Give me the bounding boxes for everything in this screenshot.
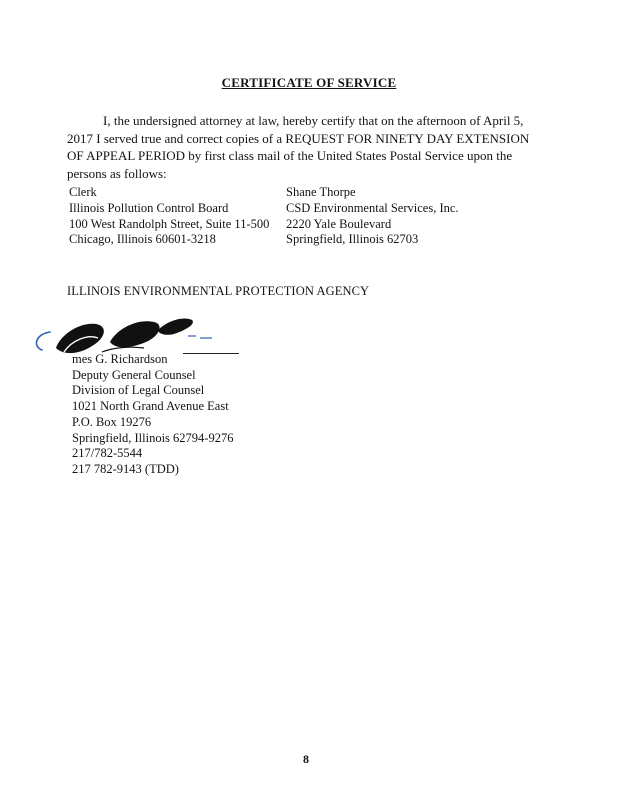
address-line: CSD Environmental Services, Inc. [286,200,459,215]
signer-line: mes G. Richardson [72,352,168,366]
signer-line: 1021 North Grand Avenue East [72,399,229,414]
signer-line: Springfield, Illinois 62794-9276 [72,430,234,445]
address-line: 100 West Randolph Street, Suite 11-500 [69,216,270,231]
address-line: Shane Thorpe [286,185,356,199]
address-line: 2220 Yale Boulevard [286,216,392,231]
agency-name: ILLINOIS ENVIRONMENTAL PROTECTION AGENCY [67,284,370,298]
address-line: Clerk [69,185,97,199]
signer-line: Division of Legal Counsel [72,383,205,398]
address-line: Springfield, Illinois 62703 [286,232,419,247]
signer-line: 217/782-5544 [72,446,143,461]
recipient-address-clerk [69,185,279,248]
document-title: CERTIFICATE OF SERVICE [221,75,397,90]
address-line: Chicago, Illinois 60601-3218 [69,232,216,247]
signer-block [72,352,233,478]
signer-line: 217 782-9143 (TDD) [72,461,179,476]
recipient-address-thorpe [286,185,526,248]
certification-paragraph: I, the undersigned attorney at law, hereby certify that on the afternoon of April 5, 2017 I served true and correct copies of a REQUEST FOR NINETY DAY EXTENSION OF APPEAL PERIOD by first class mail of the United States Postal Service upon the persons as follows: [67,113,530,181]
page-number: 8 [303,752,309,766]
signer-line: P.O. Box 19276 [72,414,152,429]
signer-line: Deputy General Counsel [72,367,196,382]
address-line: Illinois Pollution Control Board [69,200,229,215]
